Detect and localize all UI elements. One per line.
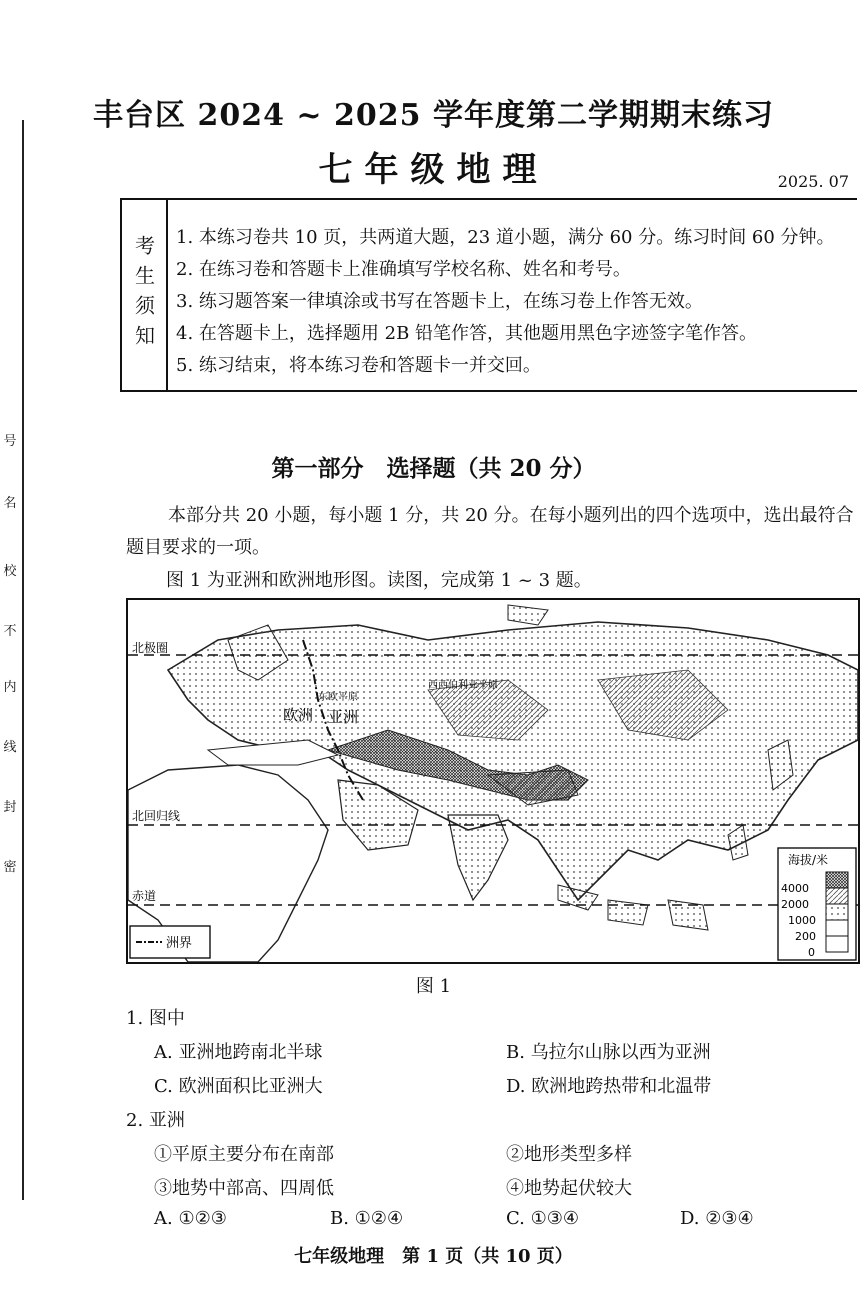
q2-statement: ②地形类型多样	[506, 1144, 632, 1165]
notice-list	[176, 222, 835, 382]
q2-statement: ④地势起伏较大	[506, 1178, 632, 1199]
q2-option-d: D. ②③④	[680, 1208, 754, 1229]
q1-option-a: A. 亚洲地跨南北半球	[154, 1042, 323, 1063]
asia-europe-terrain-map	[126, 598, 860, 964]
q2-option-a: A. ①②③	[154, 1208, 227, 1229]
west-siberian-plain-label: 西西伯利亚平原	[428, 680, 498, 691]
notice-box	[120, 198, 857, 392]
q1-option-b: B. 乌拉尔山脉以西为亚洲	[506, 1042, 711, 1063]
elevation-legend-title: 海拔/米	[788, 853, 829, 867]
legend-swatch	[826, 888, 848, 904]
legend-level: 200	[795, 930, 816, 943]
binding-line	[22, 120, 24, 1200]
notice-item: 4. 在答题卡上，选择题用 2B 铅笔作答，其他题用黑色字迹签字笔作答。	[176, 323, 758, 344]
margin-char: 不	[3, 624, 17, 639]
legend-swatch	[826, 872, 848, 888]
margin-char: 号	[3, 434, 17, 449]
island	[608, 900, 648, 925]
exam-date: 2025. 07	[777, 172, 849, 191]
margin-char: 封	[3, 800, 17, 815]
section-title: 第一部分 选择题（共 20 分）	[271, 455, 596, 482]
equator-label: 赤道	[132, 889, 157, 903]
q1-option-c: C. 欧洲面积比亚洲大	[154, 1076, 323, 1097]
notice-item: 2. 在练习卷和答题卡上准确填写学校名称、姓名和考号。	[176, 259, 631, 280]
legend-level: 1000	[788, 914, 816, 927]
q2-statement: ③地势中部高、四周低	[154, 1178, 334, 1199]
q1-option-d: D. 欧洲地跨热带和北温带	[506, 1076, 712, 1097]
question-2-stem: 2. 亚洲	[126, 1110, 185, 1131]
boundary-legend-label: 洲界	[166, 936, 193, 951]
page-footer: 七年级地理 第 1 页（共 10 页）	[294, 1246, 573, 1267]
legend-level: 4000	[781, 882, 809, 895]
figure-caption: 图 1	[415, 976, 452, 997]
india-landmass	[448, 815, 508, 900]
legend-swatch	[826, 920, 848, 936]
margin-char: 名	[3, 496, 17, 511]
tropic-label: 北回归线	[132, 809, 181, 823]
legend-level: 0	[808, 946, 815, 959]
margin-char: 线	[3, 740, 17, 755]
margin-char: 密	[3, 860, 17, 875]
arctic-circle-label: 北极圈	[132, 641, 169, 655]
exam-subtitle: 七年级地理	[318, 150, 549, 190]
margin-char: 校	[3, 564, 17, 579]
notice-label: 考生须知	[131, 235, 156, 355]
q2-option-c: C. ①③④	[506, 1208, 579, 1229]
map-intro: 图 1 为亚洲和欧洲地形图。读图，完成第 1 ~ 3 题。	[166, 570, 592, 591]
east-european-plain-label: 东欧平原	[318, 692, 358, 703]
arctic-island	[508, 605, 548, 625]
question-1-stem: 1. 图中	[126, 1008, 185, 1029]
europe-label: 欧洲	[283, 706, 314, 724]
notice-item: 1. 本练习卷共 10 页，共两道大题，23 道小题，满分 60 分。练习时间 60 分钟。	[176, 227, 835, 248]
margin-char: 内	[3, 680, 17, 695]
notice-item: 5. 练习结束，将本练习卷和答题卡一并交回。	[176, 355, 541, 376]
legend-level: 2000	[781, 898, 809, 911]
asia-label: 亚洲	[328, 708, 359, 726]
notice-item: 3. 练习题答案一律填涂或书写在答题卡上，在练习卷上作答无效。	[176, 291, 703, 312]
legend-swatch	[826, 904, 848, 920]
legend-swatch	[826, 936, 848, 952]
exam-title: 丰台区 2024 ~ 2025 学年度第二学期期末练习	[93, 98, 774, 133]
q2-option-b: B. ①②④	[330, 1208, 404, 1229]
map-svg	[128, 600, 858, 962]
notice-label-cell	[122, 200, 168, 390]
q2-statement: ①平原主要分布在南部	[154, 1144, 334, 1165]
section-intro: 本部分共 20 小题，每小题 1 分，共 20 分。在每小题列出的四个选项中，选出最符合题目要求的一项。	[126, 505, 854, 558]
